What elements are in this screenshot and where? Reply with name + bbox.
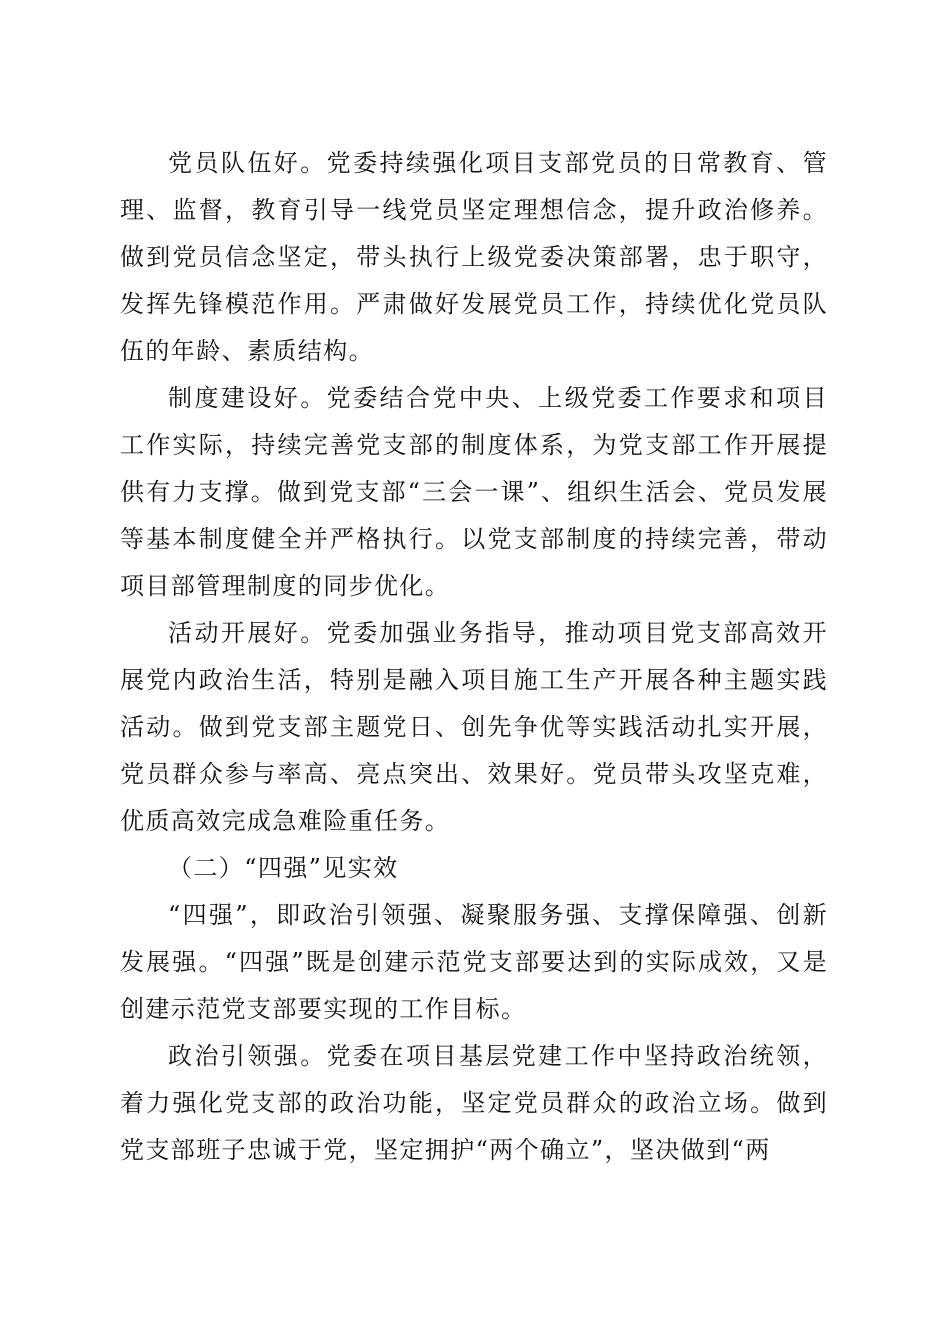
paragraph-four-strengths: “四强”，即政治引领强、凝聚服务强、支撑保障强、创新发展强。“四强”既是创建示范党支部要达到的实际成效，又是创建示范党支部要实现的工作目标。 xyxy=(120,901,828,1023)
paragraph-political-leadership: 政治引领强。党委在项目基层党建工作中坚持政治统领，着力强化党支部的政治功能，坚定党员群众的政治立场。做到党支部班子忠诚于党，坚定拥护“两个确立”，坚决做到“两 xyxy=(120,1042,828,1164)
section-heading: （二）“四强”见实效 xyxy=(168,854,399,882)
document-page xyxy=(120,140,828,1174)
paragraph-activities: 活动开展好。党委加强业务指导，推动项目党支部高效开展党内政治生活，特别是融入项目施工生产开展各种主题实践活动。做到党支部主题党日、创先争优等实践活动扎实开展，党员群众参与率高、亮点突出、效果好。党员带头攻坚克难，优质高效完成急难险重任务。 xyxy=(120,619,828,835)
paragraph-system-building: 制度建设好。党委结合党中央、上级党委工作要求和项目工作实际，持续完善党支部的制度体系，为党支部工作开展提供有力支撑。做到党支部“三会一课”、组织生活会、党员发展等基本制度健全并严格执行。以党支部制度的持续完善，带动项目部管理制度的同步优化。 xyxy=(120,384,828,600)
paragraph-party-members: 党员队伍好。党委持续强化项目支部党员的日常教育、管理、监督，教育引导一线党员坚定理想信念，提升政治修养。做到党员信念坚定，带头执行上级党委决策部署，忠于职守，发挥先锋模范作用。严肃做好发展党员工作，持续优化党员队伍的年龄、素质结构。 xyxy=(120,149,828,365)
